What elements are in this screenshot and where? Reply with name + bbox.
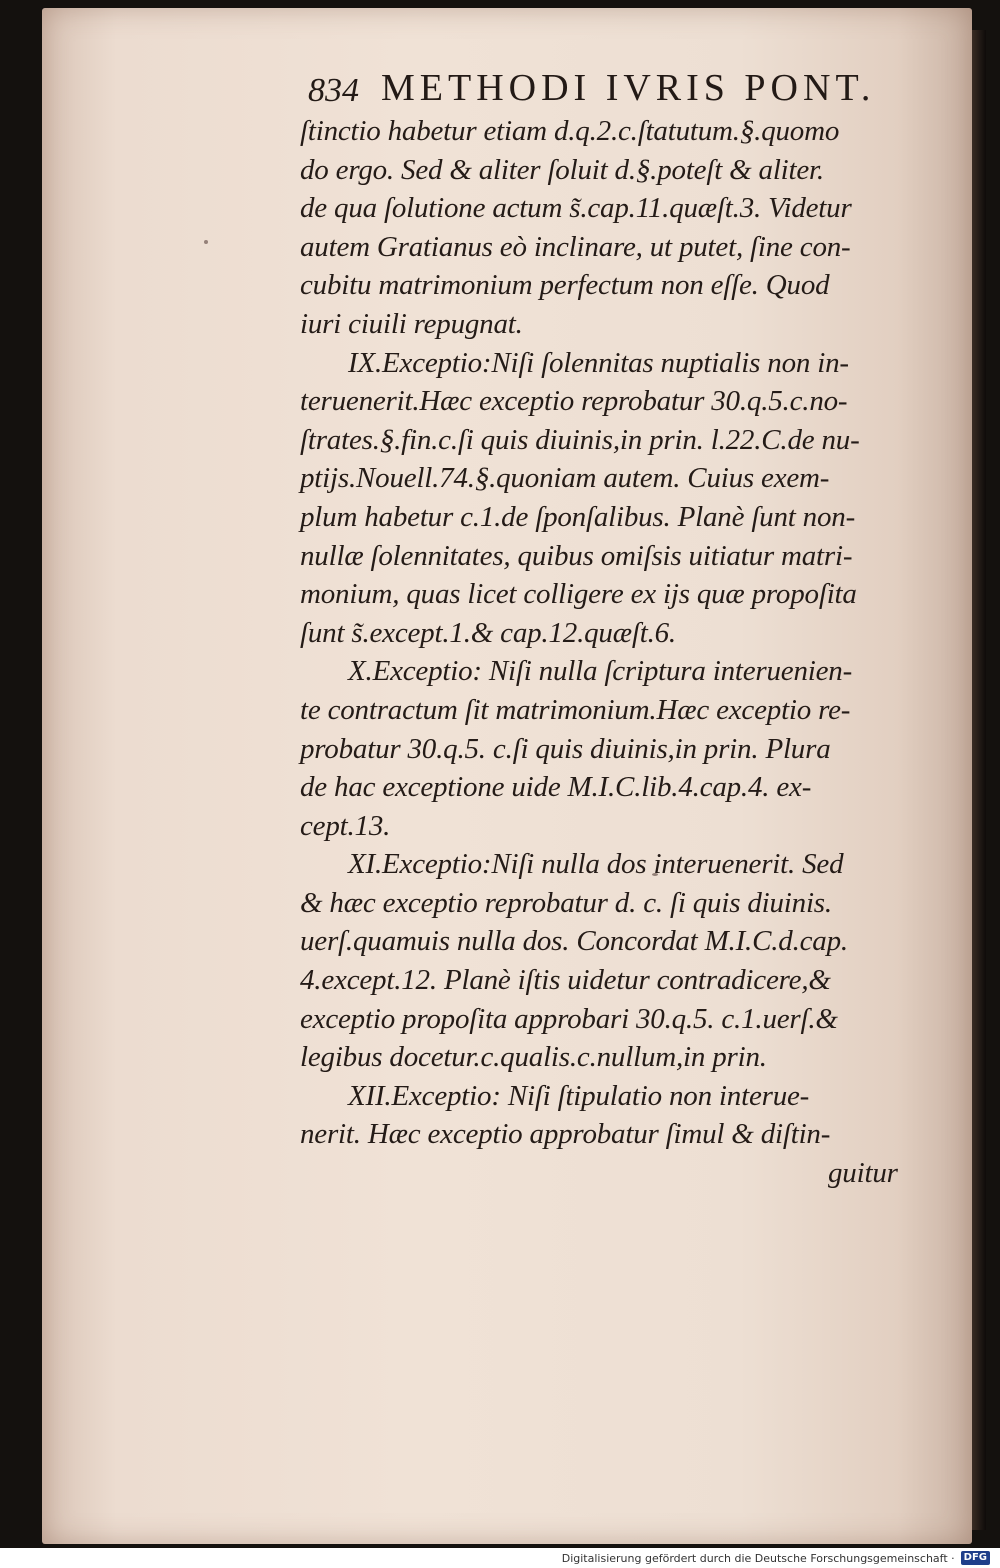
text-line: XI.Exceptio:Niſi nulla dos interuenerit. Sed xyxy=(348,848,844,881)
text-line: iuri ciuili repugnat. xyxy=(300,307,523,340)
text-line: legibus docetur.c.qualis.c.nullum,in prin. xyxy=(300,1041,767,1074)
running-head: METHODI IVRIS PONT. xyxy=(381,67,876,109)
body-text xyxy=(300,112,940,1193)
text-line: XII.Exceptio: Niſi ſtipulatio non interue- xyxy=(348,1079,810,1112)
page-header xyxy=(308,62,908,110)
footer-credit: Digitalisierung gefördert durch die Deutsche Forschungsgemeinschaft · xyxy=(561,1551,955,1565)
text-line: probatur 30.q.5. c.ſi quis diuinis,in prin. Plura xyxy=(300,732,831,765)
text-line: te contractum ſit matrimonium.Hæc exceptio re- xyxy=(300,693,851,726)
digitization-footer xyxy=(0,1548,1000,1568)
text-line: de qua ſolutione actum s̃.cap.11.quæſt.3. Videtur xyxy=(300,192,852,225)
text-line: ſtrates.§.fin.c.ſi quis diuinis,in prin. l.22.C.de nu- xyxy=(300,423,860,456)
text-line: ptijs.Nouell.74.§.quoniam autem. Cuius exem- xyxy=(300,462,830,495)
catchword: guitur xyxy=(828,1157,898,1190)
page-number: 834 xyxy=(308,72,359,109)
text-line: de hac exceptione uide M.I.C.lib.4.cap.4. ex- xyxy=(300,771,812,804)
text-line: cept.13. xyxy=(300,809,391,842)
text-line: monium, quas licet colligere ex ijs quæ propoſita xyxy=(300,578,857,611)
text-line: do ergo. Sed & aliter ſoluit d.§.poteſt & aliter. xyxy=(300,153,824,186)
text-line: 4.except.12. Planè iſtis uidetur contradicere,& xyxy=(300,964,831,997)
text-line: teruenerit.Hæc exceptio reprobatur 30.q.5.c.no- xyxy=(300,385,848,418)
text-line: uerſ.quamuis nulla dos. Concordat M.I.C.d.cap. xyxy=(300,925,848,958)
dfg-logo: DFG xyxy=(961,1551,990,1565)
book-binding-edge xyxy=(972,30,986,1530)
text-line: cubitu matrimonium perfectum non eſſe. Quod xyxy=(300,269,830,302)
text-line: ſunt s̃.except.1.& cap.12.quæſt.6. xyxy=(300,616,676,649)
text-line: IX.Exceptio:Niſi ſolennitas nuptialis non in- xyxy=(348,346,849,379)
text-line: nerit. Hæc exceptio approbatur ſimul & diſtin- xyxy=(300,1118,831,1151)
text-line: autem Gratianus eò inclinare, ut putet, ſine con- xyxy=(300,230,851,263)
text-line: nullæ ſolennitates, quibus omiſsis uitiatur matri- xyxy=(300,539,853,572)
text-line: exceptio propoſita approbari 30.q.5. c.1.uerſ.& xyxy=(300,1002,838,1035)
text-line: & hæc exceptio reprobatur d. c. ſi quis diuinis. xyxy=(300,886,832,919)
text-line: plum habetur c.1.de ſponſalibus. Planè ſunt non- xyxy=(300,500,856,533)
text-line: X.Exceptio: Niſi nulla ſcriptura interuenien- xyxy=(348,655,853,688)
paper-speck xyxy=(204,240,208,244)
text-line: ſtinctio habetur etiam d.q.2.c.ſtatutum.§.quomo xyxy=(300,115,840,147)
